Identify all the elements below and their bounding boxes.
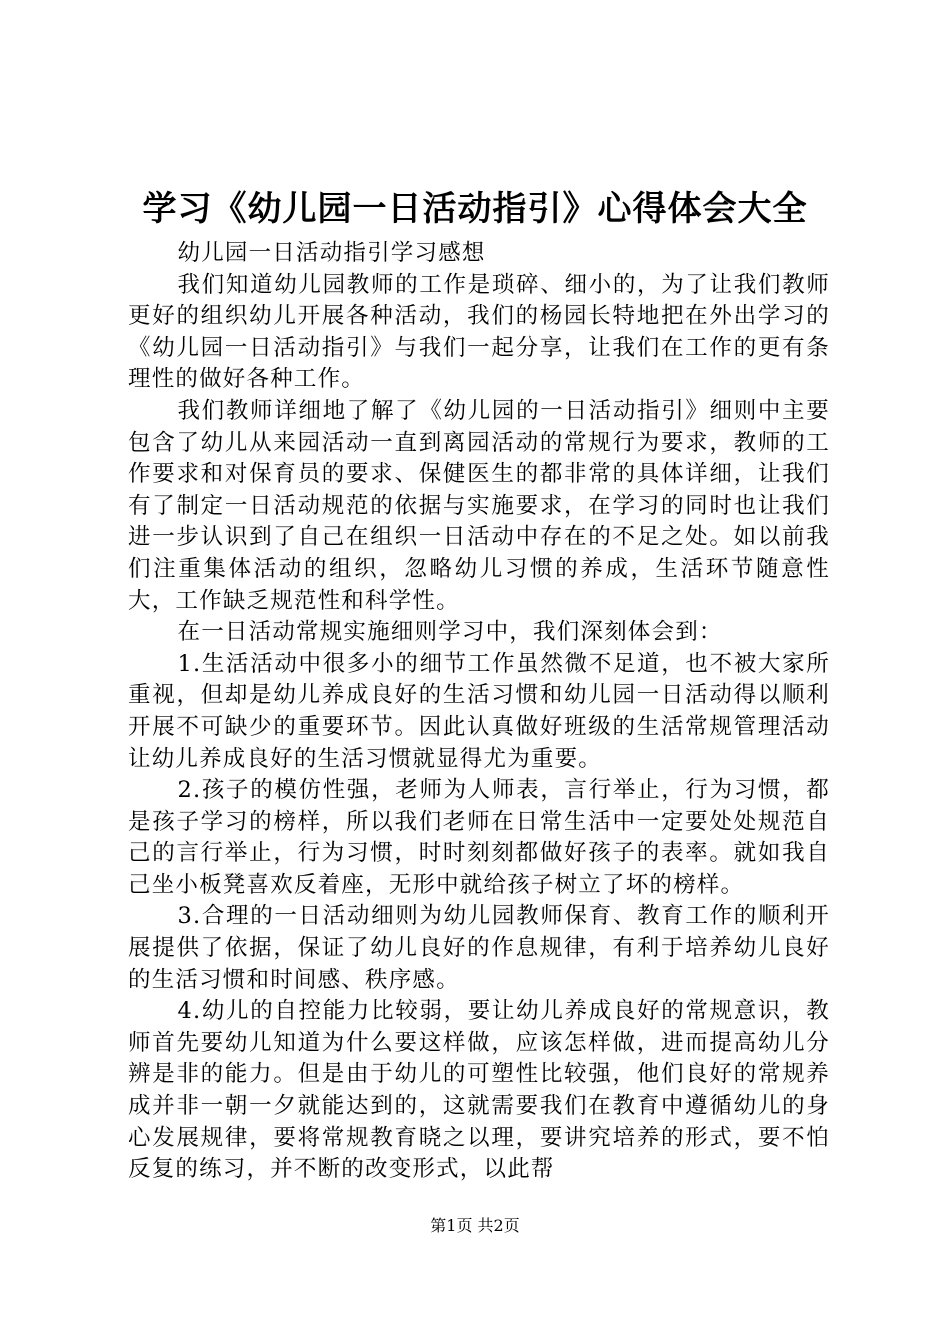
page-number-footer: 第1页 共2页	[430, 1216, 520, 1235]
list-item-3: 3.合理的一日活动细则为幼儿园教师保育、教育工作的顺利开展提供了依据，保证了幼儿良好的作息规律，有利于培养幼儿良好的生活习惯和时间感、秩序感。	[128, 903, 830, 993]
list-item-1: 1.生活活动中很多小的细节工作虽然微不足道，也不被大家所重视，但却是幼儿养成良好的生活习惯和幼儿园一日活动得以顺利开展不可缺少的重要环节。因此认真做好班级的生活常规管理活动让幼儿养成良好的生活习惯就显得尤为重要。	[128, 650, 830, 772]
document-title: 学习《幼儿园一日活动指引》心得体会大全	[142, 189, 808, 229]
list-item-2: 2.孩子的模仿性强，老师为人师表，言行举止，行为习惯，都是孩子学习的榜样，所以我们老师在日常生活中一定要处处规范自己的言行举止，行为习惯，时时刻刻都做好孩子的表率。就如我自己坐小板凳喜欢反着座，无形中就给孩子树立了坏的榜样。	[128, 777, 830, 898]
list-item-4: 4.幼儿的自控能力比较弱，要让幼儿养成良好的常规意识，教师首先要幼儿知道为什么要这样做，应该怎样做，进而提高幼儿分辨是非的能力。但是由于幼儿的可塑性比较强，他们良好的常规养成并非一朝一夕就能达到的，这就需要我们在教育中遵循幼儿的身心发展规律，要将常规教育晓之以理，要讲究培养的形式，要不怕反复的练习，并不断的改变形式，以此帮	[128, 998, 830, 1183]
paragraph: 在一日活动常规实施细则学习中，我们深刻体会到：	[177, 619, 723, 646]
paragraph: 我们教师详细地了解了《幼儿园的一日活动指引》细则中主要包含了幼儿从来园活动一直到离园活动的常规行为要求，教师的工作要求和对保育员的要求、保健医生的都非常的具体详细，让我们有了制定一日活动规范的依据与实施要求，在学习的同时也让我们进一步认识到了自己在组织一日活动中存在的不足之处。如以前我们注重集体活动的组织，忽略幼儿习惯的养成，生活环节随意性大，工作缺乏规范性和科学性。	[128, 397, 830, 614]
document-subtitle: 幼儿园一日活动指引学习感想	[177, 240, 486, 266]
paragraph: 我们知道幼儿园教师的工作是琐碎、细小的，为了让我们教师更好的组织幼儿开展各种活动，我们的杨园长特地把在外出学习的《幼儿园一日活动指引》与我们一起分享，让我们在工作的更有条理性的做好各种工作。	[128, 271, 830, 393]
document-body	[128, 238, 830, 1186]
